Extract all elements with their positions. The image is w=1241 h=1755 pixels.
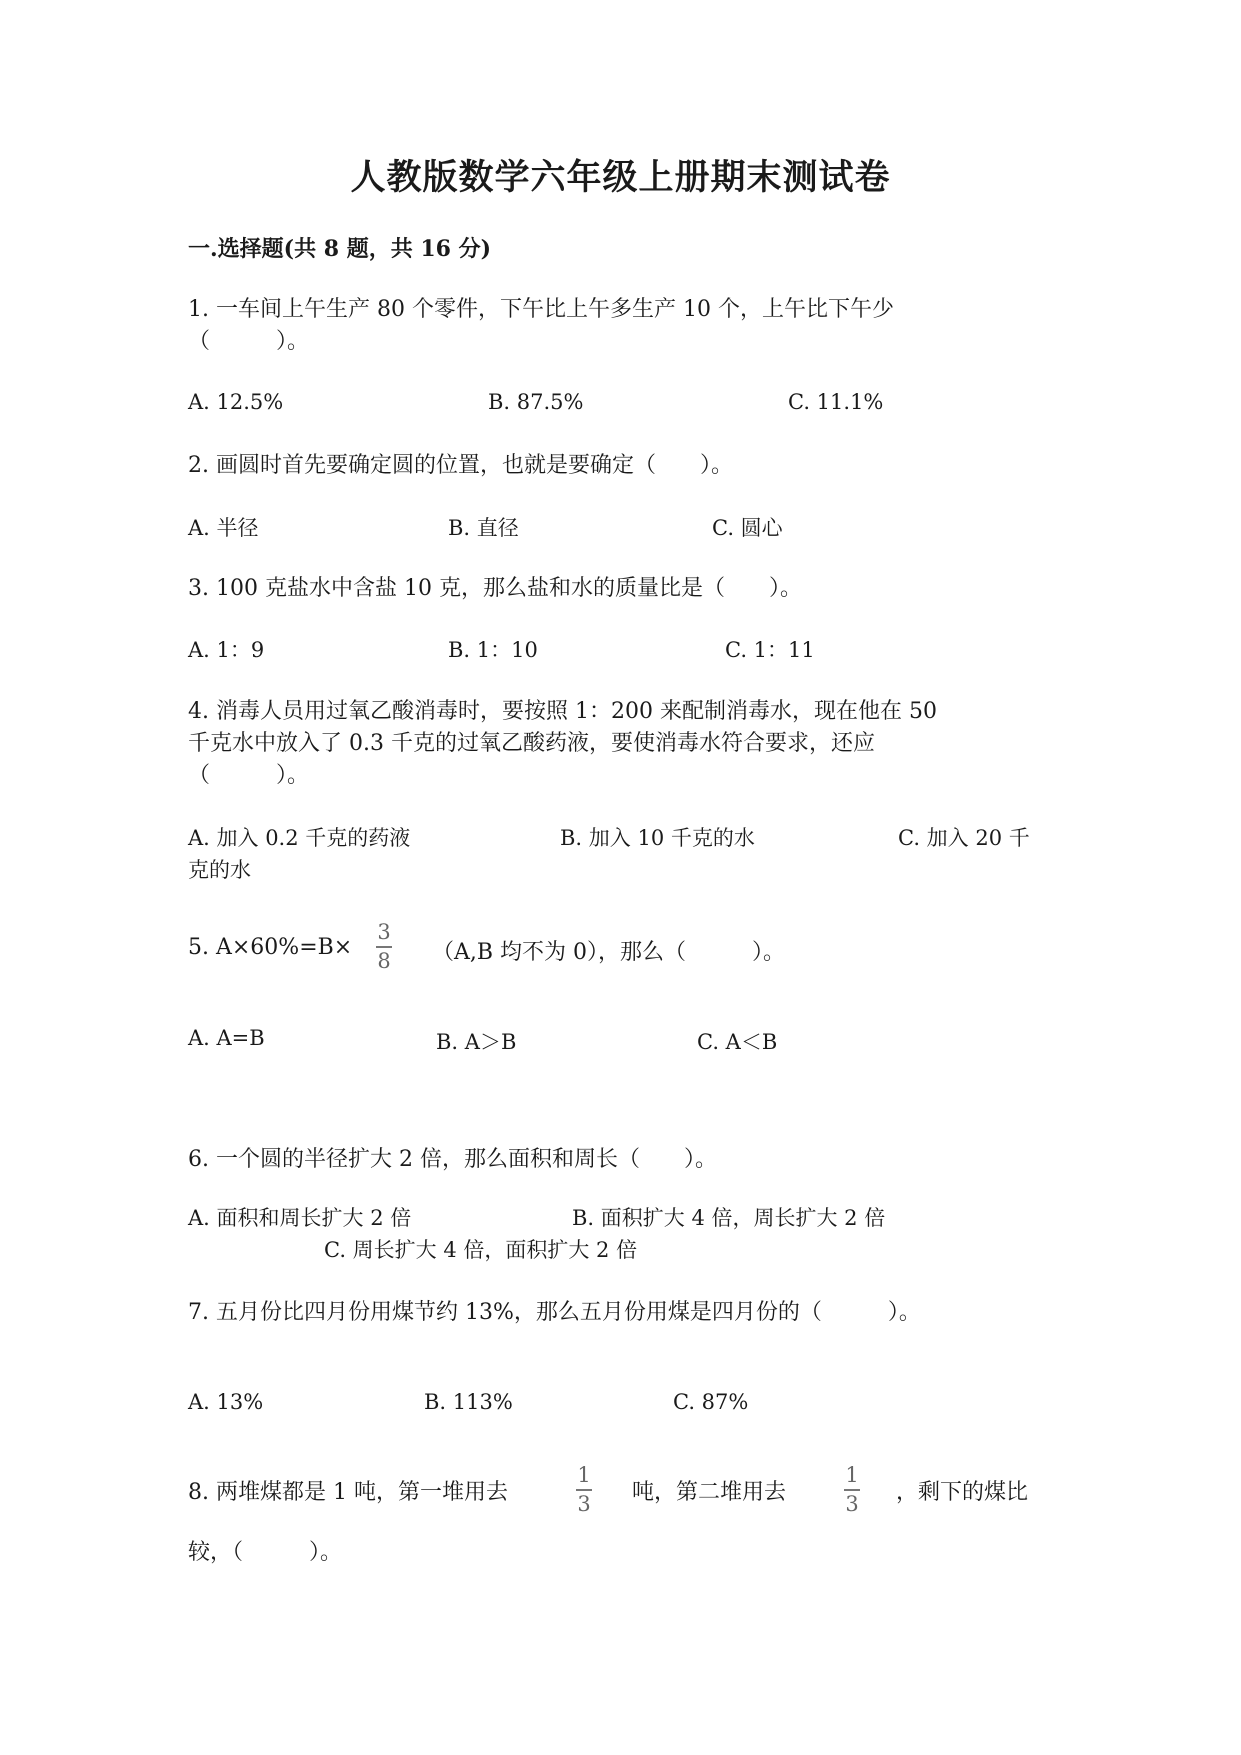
question-1-option-a: A. 12.5% (188, 390, 284, 414)
page-title: 人教版数学六年级上册期末测试卷 (350, 157, 891, 198)
question-7-option-a: A. 13% (188, 1390, 264, 1414)
question-7-option-c: C. 87% (673, 1390, 749, 1414)
question-2-option-a: A. 半径 (188, 516, 259, 540)
question-8-blank: 较，（ ）。 (188, 1540, 343, 1565)
question-8-fraction-1-numerator: 1 (577, 1463, 591, 1487)
question-5-fraction-denominator: 8 (377, 948, 391, 973)
question-8-fraction-2-numerator: 1 (845, 1463, 859, 1487)
question-4-option-a: A. 加入 0.2 千克的药液 (188, 826, 411, 850)
question-6-option-a: A. 面积和周长扩大 2 倍 (188, 1206, 412, 1230)
question-3-option-b: B. 1：10 (448, 638, 538, 662)
question-8-fraction-1 (576, 1465, 592, 1515)
question-3-option-c: C. 1：11 (725, 638, 815, 662)
question-5-suffix: （A,B 均不为 0），那么（ ）。 (432, 940, 786, 965)
question-8-fraction-2 (844, 1465, 860, 1515)
question-3-option-a: A. 1：9 (188, 638, 265, 662)
question-4-text-line2: 千克水中放入了 0.3 千克的过氧乙酸药液，要使消毒水符合要求，还应 (188, 731, 875, 756)
question-4-option-b: B. 加入 10 千克的水 (560, 826, 755, 850)
question-8-text-part1: 8. 两堆煤都是 1 吨，第一堆用去 (188, 1480, 508, 1505)
question-5-option-a: A. A=B (188, 1026, 265, 1050)
question-1-option-c: C. 11.1% (788, 390, 884, 414)
section-heading: 一.选择题(共 8 题，共 16 分) (188, 236, 492, 262)
question-4-text-line1: 4. 消毒人员用过氧乙酸消毒时，要按照 1：200 来配制消毒水，现在他在 50 (188, 699, 937, 724)
question-2-text: 2. 画圆时首先要确定圆的位置，也就是要确定（ ）。 (188, 453, 733, 478)
question-2-option-b: B. 直径 (448, 516, 519, 540)
fraction-bar (376, 946, 392, 948)
question-8-text-part3: ，剩下的煤比 (896, 1480, 1029, 1505)
question-4-option-c-wrap: 克的水 (188, 858, 251, 882)
question-1-blank: （ ）。 (188, 329, 310, 354)
question-1-text: 1. 一车间上午生产 80 个零件，下午比上午多生产 10 个，上午比下午少 (188, 297, 894, 322)
fraction-bar (576, 1489, 592, 1491)
question-5-fraction-numerator: 3 (377, 920, 391, 944)
question-5-prefix: 5. A×60%=B× (188, 935, 353, 960)
question-1-option-b: B. 87.5% (488, 390, 584, 414)
question-7-option-b: B. 113% (424, 1390, 513, 1414)
question-3-text: 3. 100 克盐水中含盐 10 克，那么盐和水的质量比是（ ）。 (188, 576, 802, 601)
question-4-blank: （ ）。 (188, 763, 310, 788)
question-6-option-b: B. 面积扩大 4 倍，周长扩大 2 倍 (572, 1206, 886, 1230)
question-5-option-c: C. A＜B (697, 1030, 778, 1054)
question-6-text: 6. 一个圆的半径扩大 2 倍，那么面积和周长（ ）。 (188, 1147, 717, 1172)
question-4-option-c: C. 加入 20 千 (898, 826, 1030, 850)
question-8-fraction-1-denominator: 3 (577, 1491, 591, 1516)
fraction-bar (844, 1489, 860, 1491)
question-5-fraction (376, 922, 392, 972)
question-5-option-b: B. A＞B (436, 1030, 517, 1054)
question-8-text-part2: 吨，第二堆用去 (632, 1480, 787, 1505)
question-6-option-c: C. 周长扩大 4 倍，面积扩大 2 倍 (324, 1238, 638, 1262)
question-2-option-c: C. 圆心 (712, 516, 783, 540)
question-7-text: 7. 五月份比四月份用煤节约 13%，那么五月份用煤是四月份的（ ）。 (188, 1300, 921, 1325)
question-8-fraction-2-denominator: 3 (845, 1491, 859, 1516)
